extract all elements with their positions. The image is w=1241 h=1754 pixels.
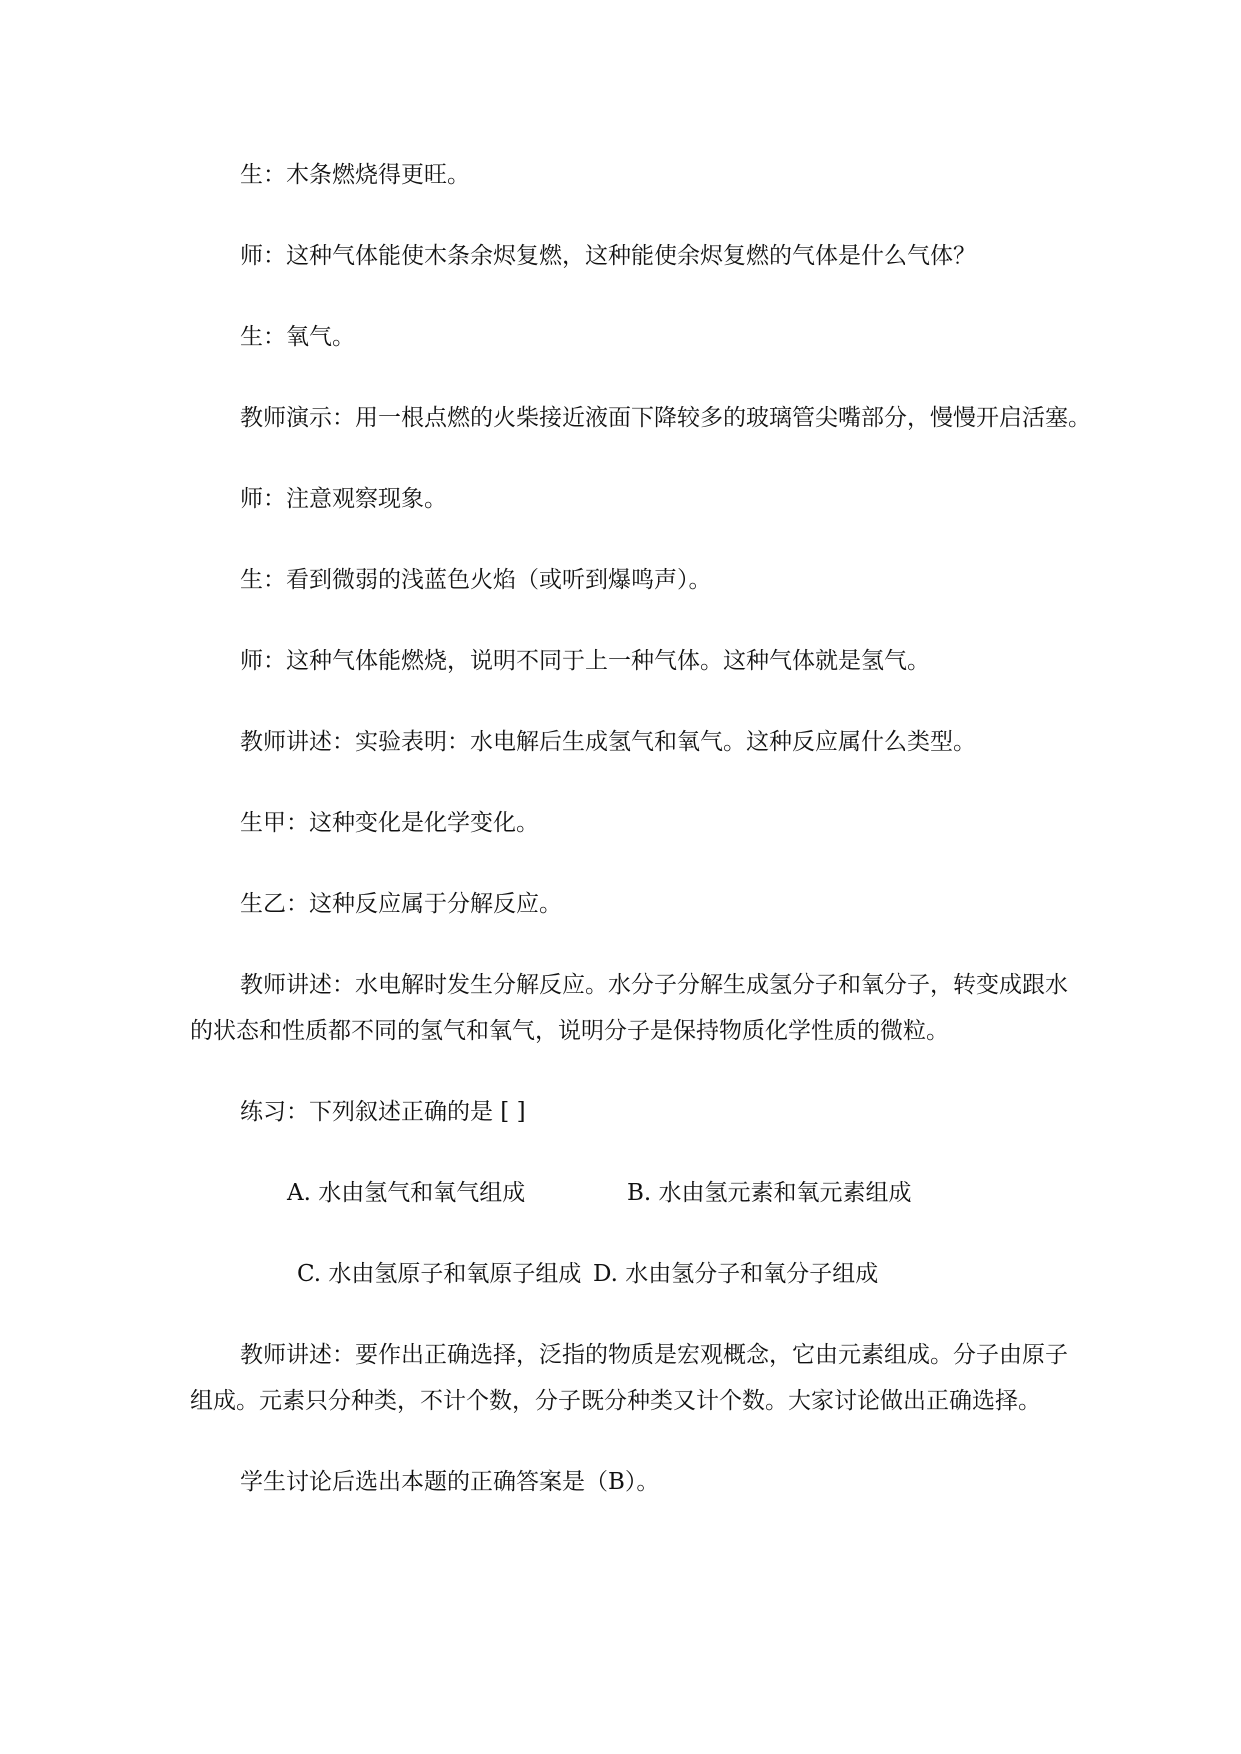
dialogue-line: 生甲：这种变化是化学变化。 xyxy=(240,810,539,836)
dialogue-line: 教师演示：用一根点燃的火柴接近液面下降较多的玻璃管尖嘴部分，慢慢开启活塞。 xyxy=(240,405,1091,431)
dialogue-line: 师：这种气体能使木条余烬复燃，这种能使余烬复燃的气体是什么气体？ xyxy=(240,243,976,269)
dialogue-line: 生乙：这种反应属于分解反应。 xyxy=(240,891,562,917)
dialogue-line: 生：看到微弱的浅蓝色火焰（或听到爆鸣声）。 xyxy=(240,567,712,593)
answer-line: 学生讨论后选出本题的正确答案是（B）。 xyxy=(240,1469,660,1495)
exercise-option-d: D. 水由氢分子和氧分子组成 xyxy=(593,1261,879,1287)
dialogue-line: 教师讲述：实验表明：水电解后生成氢气和氧气。这种反应属什么类型。 xyxy=(240,729,976,755)
dialogue-line: 生：木条燃烧得更旺。 xyxy=(240,162,470,188)
exercise-prompt: 练习：下列叙述正确的是 [ ] xyxy=(240,1099,526,1125)
paragraph-line: 教师讲述：要作出正确选择，泛指的物质是宏观概念，它由元素组成。分子由原子 xyxy=(240,1342,1068,1368)
paragraph-line: 组成。元素只分种类，不计个数，分子既分种类又计个数。大家讨论做出正确选择。 xyxy=(190,1388,1041,1414)
dialogue-line: 生：氧气。 xyxy=(240,324,355,350)
paragraph-line: 的状态和性质都不同的氢气和氧气，说明分子是保持物质化学性质的微粒。 xyxy=(190,1018,949,1044)
exercise-option-a: A. 水由氢气和氧气组成 xyxy=(287,1180,526,1206)
exercise-option-c: C. 水由氢原子和氧原子组成 xyxy=(297,1261,582,1287)
exercise-option-b: B. 水由氢元素和氧元素组成 xyxy=(627,1180,912,1206)
paragraph-line: 教师讲述：水电解时发生分解反应。水分子分解生成氢分子和氧分子，转变成跟水 xyxy=(240,972,1068,998)
dialogue-line: 师：这种气体能燃烧，说明不同于上一种气体。这种气体就是氢气。 xyxy=(240,648,930,674)
dialogue-line: 师：注意观察现象。 xyxy=(240,486,447,512)
